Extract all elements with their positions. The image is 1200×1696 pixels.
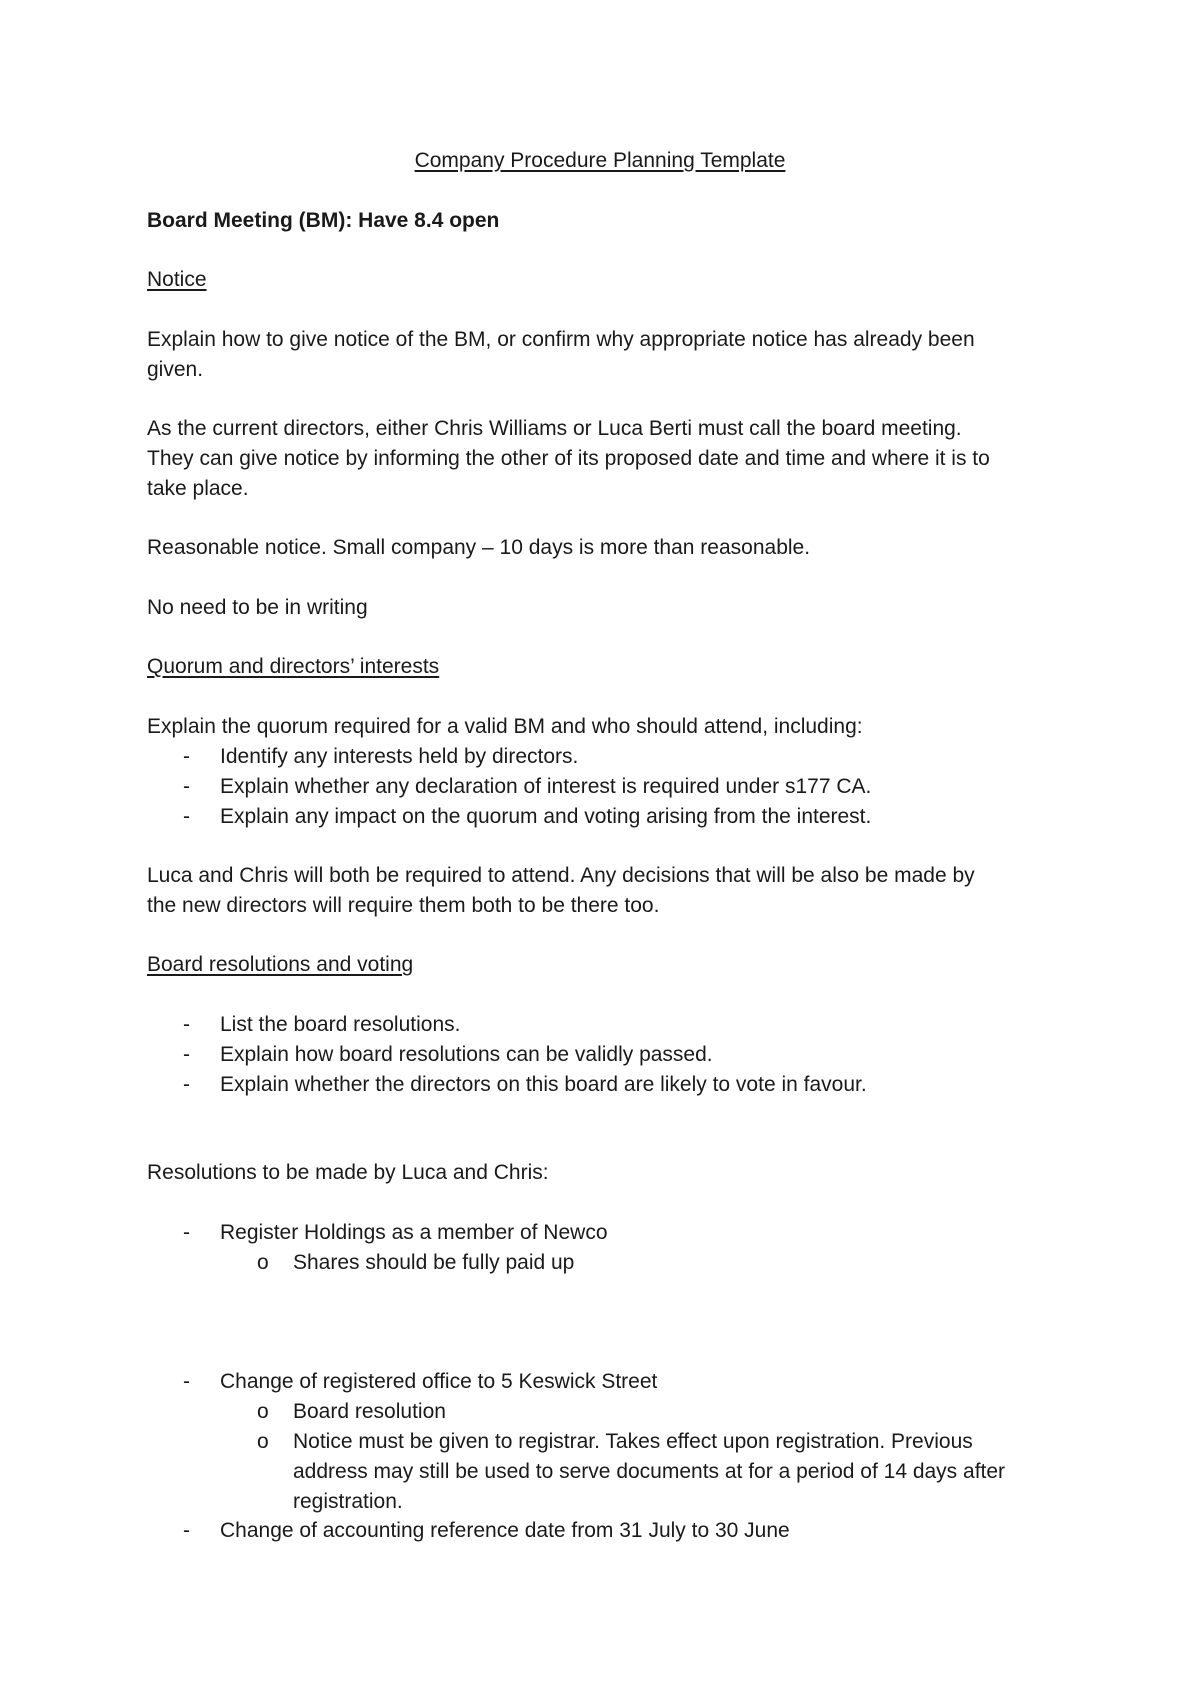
- sub-list-marker: o: [257, 1430, 269, 1453]
- subheading-notice: Notice: [147, 268, 207, 291]
- list-dash-marker: -: [183, 1519, 190, 1542]
- resolution-item-2: Change of registered office to 5 Keswick Street: [220, 1370, 658, 1393]
- list-dash-marker: -: [183, 805, 190, 828]
- list-dash-marker: -: [183, 775, 190, 798]
- list-dash-marker: -: [183, 745, 190, 768]
- sub-list-marker: o: [257, 1400, 269, 1423]
- quorum-bullet-2: Explain whether any declaration of interest is required under s177 CA.: [220, 775, 872, 798]
- resolution-item-1: Register Holdings as a member of Newco: [220, 1221, 608, 1244]
- resolution-item-2-sub-2-cont-2: registration.: [293, 1490, 403, 1513]
- notice-paragraph-1-line-2: They can give notice by informing the other of its proposed date and time and where it is to: [147, 447, 990, 470]
- section-heading-board-meeting: Board Meeting (BM): Have 8.4 open: [147, 209, 500, 232]
- resolution-item-2-sub-1: Board resolution: [293, 1400, 446, 1423]
- subheading-quorum: Quorum and directors’ interests: [147, 655, 440, 678]
- notice-paragraph-1-line-1: As the current directors, either Chris Williams or Luca Berti must call the board meeting.: [147, 417, 962, 440]
- notice-paragraph-3: No need to be in writing: [147, 596, 368, 619]
- list-dash-marker: -: [183, 1013, 190, 1036]
- subheading-board-resolutions: Board resolutions and voting: [147, 953, 414, 976]
- resolutions-bullet-1: List the board resolutions.: [220, 1013, 461, 1036]
- list-dash-marker: -: [183, 1221, 190, 1244]
- resolutions-bullet-3: Explain whether the directors on this board are likely to vote in favour.: [220, 1073, 867, 1096]
- quorum-paragraph-line-1: Luca and Chris will both be required to attend. Any decisions that will be also be made by: [147, 864, 975, 887]
- notice-paragraph-1-line-3: take place.: [147, 477, 249, 500]
- resolution-item-1-sub-1: Shares should be fully paid up: [293, 1251, 575, 1274]
- quorum-paragraph-line-2: the new directors will require them both to be there too.: [147, 894, 660, 917]
- resolutions-bullet-2: Explain how board resolutions can be validly passed.: [220, 1043, 713, 1066]
- notice-paragraph-2: Reasonable notice. Small company – 10 days is more than reasonable.: [147, 536, 811, 559]
- resolution-item-2-sub-2: Notice must be given to registrar. Takes effect upon registration. Previous: [293, 1430, 973, 1453]
- notice-instruction-line-1: Explain how to give notice of the BM, or confirm why appropriate notice has already been: [147, 328, 975, 351]
- resolution-item-2-sub-2-cont-1: address may still be used to serve documents at for a period of 14 days after: [293, 1460, 1006, 1483]
- quorum-bullet-1: Identify any interests held by directors.: [220, 745, 579, 768]
- notice-instruction-line-2: given.: [147, 358, 204, 381]
- quorum-bullet-3: Explain any impact on the quorum and voting arising from the interest.: [220, 805, 872, 828]
- quorum-instruction: Explain the quorum required for a valid BM and who should attend, including:: [147, 715, 863, 738]
- resolution-item-3: Change of accounting reference date from 31 July to 30 June: [220, 1519, 790, 1542]
- sub-list-marker: o: [257, 1251, 269, 1274]
- document-title: Company Procedure Planning Template: [414, 149, 786, 172]
- list-dash-marker: -: [183, 1370, 190, 1393]
- list-dash-marker: -: [183, 1043, 190, 1066]
- resolutions-intro: Resolutions to be made by Luca and Chris:: [147, 1161, 549, 1184]
- list-dash-marker: -: [183, 1073, 190, 1096]
